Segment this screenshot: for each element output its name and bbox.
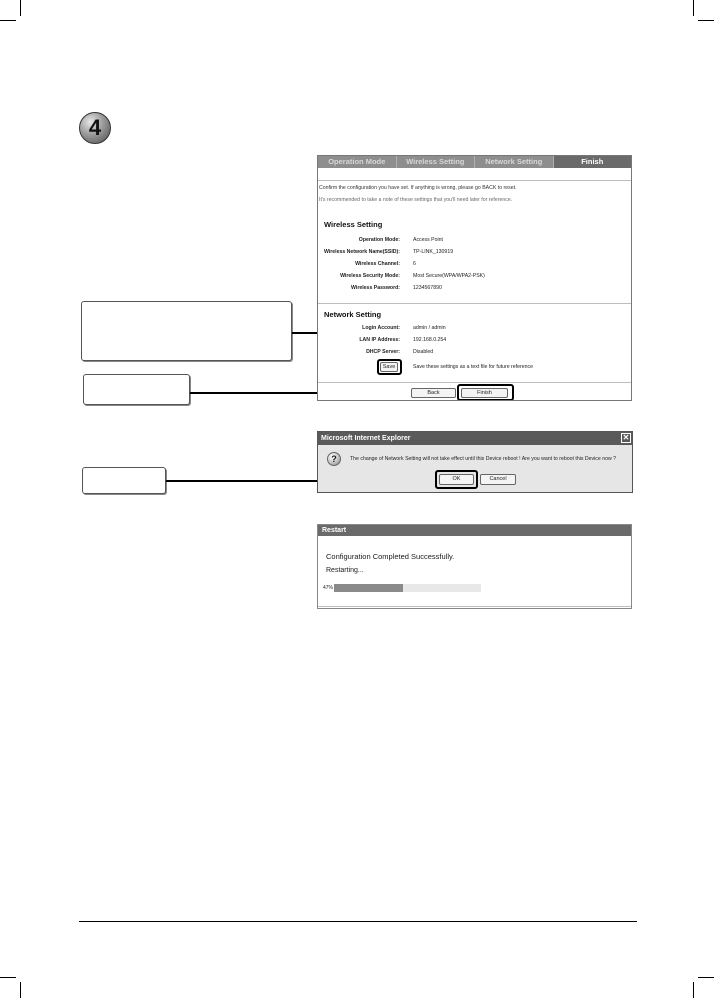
value-dhcp-server: Disabled (413, 349, 434, 355)
divider (318, 303, 631, 304)
restarting-text: Restarting... (326, 567, 364, 574)
save-highlight (377, 359, 402, 375)
tab-network-setting[interactable]: Network Setting (475, 156, 554, 168)
quick-setup-finish-panel (317, 155, 632, 401)
label-operation-mode: Operation Mode: (358, 237, 400, 243)
progress-bar (334, 584, 481, 592)
label-dhcp-server: DHCP Server: (366, 349, 400, 355)
crop-mark-bl-v (20, 982, 21, 998)
tab-wireless-setting[interactable]: Wireless Setting (397, 156, 476, 168)
finish-button[interactable]: Finish (461, 388, 508, 398)
value-wireless-password: 1234567890 (413, 285, 442, 291)
crop-mark-br-v (693, 982, 694, 998)
cancel-button[interactable]: Cancel (480, 474, 516, 485)
crop-mark-tr-v (693, 0, 694, 16)
value-security-mode: Most Secure(WPA/WPA2-PSK) (413, 273, 485, 279)
question-icon: ? (327, 452, 341, 466)
label-channel: Wireless Channel: (355, 261, 400, 267)
divider (318, 606, 631, 607)
divider (318, 382, 631, 383)
dialog-message: The change of Network Setting will not take effect until this Device reboot ! Are you want to reboot this Device now ? (350, 456, 617, 462)
value-ssid: TP-LINK_130919 (413, 249, 454, 255)
network-heading: Network Setting (324, 310, 382, 319)
progress-label: 47% (322, 585, 333, 591)
save-note: Save these settings as a text file for future reference (413, 364, 533, 370)
value-lan-ip: 192.168.0.254 (413, 337, 447, 343)
back-button[interactable]: Back (411, 388, 456, 398)
value-operation-mode: Access Point (413, 237, 443, 243)
finish-highlight (457, 384, 514, 401)
reboot-confirm-dialog (317, 431, 633, 493)
label-security-mode: Wireless Security Mode: (340, 273, 400, 279)
save-button[interactable]: Save (380, 362, 398, 372)
wireless-heading: Wireless Setting (324, 220, 383, 229)
callout-save (81, 301, 292, 361)
tab-operation-mode[interactable]: Operation Mode (318, 156, 397, 168)
footer-rule (79, 921, 637, 922)
tab-finish[interactable]: Finish (554, 156, 632, 168)
crop-mark-bl-h (0, 977, 16, 978)
dialog-title-bar (318, 432, 632, 445)
restart-title: Restart (318, 525, 631, 536)
label-lan-ip: LAN IP Address: (359, 337, 400, 343)
ok-button[interactable]: OK (439, 474, 474, 485)
callout-finish (83, 374, 190, 405)
divider (318, 180, 631, 181)
ok-highlight (435, 470, 478, 489)
progress-fill (334, 584, 403, 592)
step-number-badge: 4 (79, 112, 111, 144)
crop-mark-tr-h (698, 20, 714, 21)
label-login-account: Login Account: (362, 325, 400, 331)
note-text: It's recommended to take a note of these settings that you'll need later for reference. (319, 197, 513, 203)
label-wireless-password: Wireless Password: (351, 285, 400, 291)
wizard-tabs (318, 156, 631, 168)
crop-mark-tl-v (20, 0, 21, 16)
crop-mark-tl-h (0, 20, 16, 21)
crop-mark-br-h (698, 977, 714, 978)
dialog-title: Microsoft Internet Explorer (321, 435, 411, 442)
callout-ok (82, 467, 166, 494)
restart-panel (317, 524, 632, 609)
label-ssid: Wireless Network Name(SSID): (323, 249, 400, 255)
value-channel: 6 (413, 261, 416, 267)
confirm-text: Confirm the configuration you have set. If anything is wrong, please go BACK to reset. (319, 185, 517, 191)
close-icon[interactable]: ✕ (622, 433, 630, 442)
completed-text: Configuration Completed Successfully. (326, 552, 455, 561)
value-login-account: admin / admin (413, 325, 446, 331)
